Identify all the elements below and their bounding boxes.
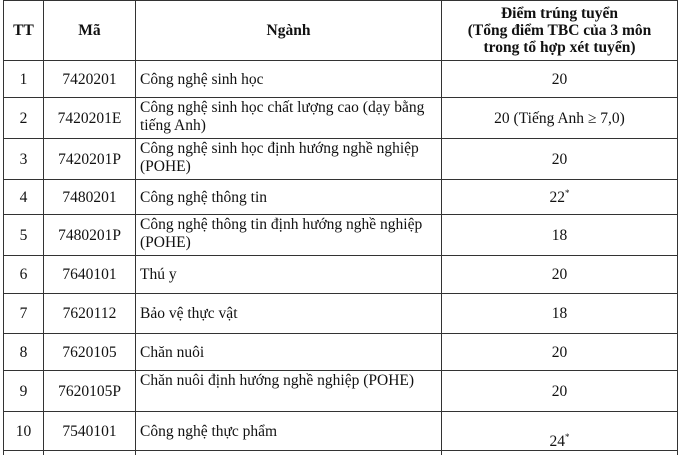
row-major: Công nghệ thông tin	[136, 180, 442, 215]
row-tt: 7	[4, 294, 44, 334]
row-code: 7480201P	[44, 215, 136, 256]
score-footnote-mark: *	[565, 187, 570, 197]
row-score: 20	[442, 334, 678, 371]
row-code: 7620105P	[44, 371, 136, 412]
header-code: Mã	[44, 1, 136, 61]
row-major: Chăn nuôi định hướng nghề nghiệp (POHE)	[136, 371, 442, 412]
admission-scores-table	[3, 0, 678, 455]
row-score: 18	[442, 215, 678, 256]
header-major: Ngành	[136, 1, 442, 61]
row-score: 20	[442, 139, 678, 180]
row-code	[44, 451, 136, 455]
row-tt: 3	[4, 139, 44, 180]
table-row	[4, 215, 678, 256]
header-score-line3: trong tổ hợp xét tuyển)	[442, 39, 677, 56]
score-value: 24	[550, 433, 566, 450]
row-score: 20	[442, 61, 678, 98]
row-tt: 5	[4, 215, 44, 256]
score-value: 22	[550, 189, 566, 206]
row-major: Công nghệ thực phẩm	[136, 412, 442, 451]
row-code: 7420201E	[44, 98, 136, 139]
row-code: 7620105	[44, 334, 136, 371]
row-tt: 4	[4, 180, 44, 215]
row-code: 7420201P	[44, 139, 136, 180]
table-row	[4, 294, 678, 334]
row-major	[136, 451, 442, 455]
row-major: Công nghệ sinh học chất lượng cao (dạy bằng tiếng Anh)	[136, 98, 442, 139]
row-score: 20	[442, 371, 678, 412]
header-row	[4, 1, 678, 61]
row-code: 7540101	[44, 412, 136, 451]
table-row	[4, 139, 678, 180]
header-score-line2: (Tổng điểm TBC của 3 môn	[442, 22, 677, 39]
row-score: 20 (Tiếng Anh ≥ 7,0)	[442, 98, 678, 139]
table-row	[4, 334, 678, 371]
score-footnote-mark: *	[565, 432, 570, 442]
row-score	[442, 180, 678, 215]
table-row	[4, 180, 678, 215]
table-row	[4, 61, 678, 98]
header-score-line1: Điểm trúng tuyển	[442, 5, 677, 22]
row-tt	[4, 451, 44, 455]
row-tt: 9	[4, 371, 44, 412]
row-major: Công nghệ sinh học	[136, 61, 442, 98]
row-tt: 6	[4, 256, 44, 294]
table-row	[4, 98, 678, 139]
table-row	[4, 371, 678, 412]
row-code: 7640101	[44, 256, 136, 294]
header-tt: TT	[4, 1, 44, 61]
row-major: Thú y	[136, 256, 442, 294]
row-code: 7620112	[44, 294, 136, 334]
header-score	[442, 1, 678, 61]
row-major: Công nghệ sinh học định hướng nghề nghiệp (POHE)	[136, 139, 442, 180]
row-tt: 8	[4, 334, 44, 371]
table-row	[4, 256, 678, 294]
row-tt: 10	[4, 412, 44, 451]
row-major: Công nghệ thông tin định hướng nghề nghiệp (POHE)	[136, 215, 442, 256]
row-code: 7480201	[44, 180, 136, 215]
row-code: 7420201	[44, 61, 136, 98]
row-score: 18	[442, 294, 678, 334]
row-tt: 1	[4, 61, 44, 98]
table-row	[4, 412, 678, 451]
row-score	[442, 412, 678, 451]
row-score	[442, 451, 678, 455]
row-major: Chăn nuôi	[136, 334, 442, 371]
row-major: Bảo vệ thực vật	[136, 294, 442, 334]
row-tt: 2	[4, 98, 44, 139]
row-score: 20	[442, 256, 678, 294]
table-row-partial	[4, 451, 678, 455]
